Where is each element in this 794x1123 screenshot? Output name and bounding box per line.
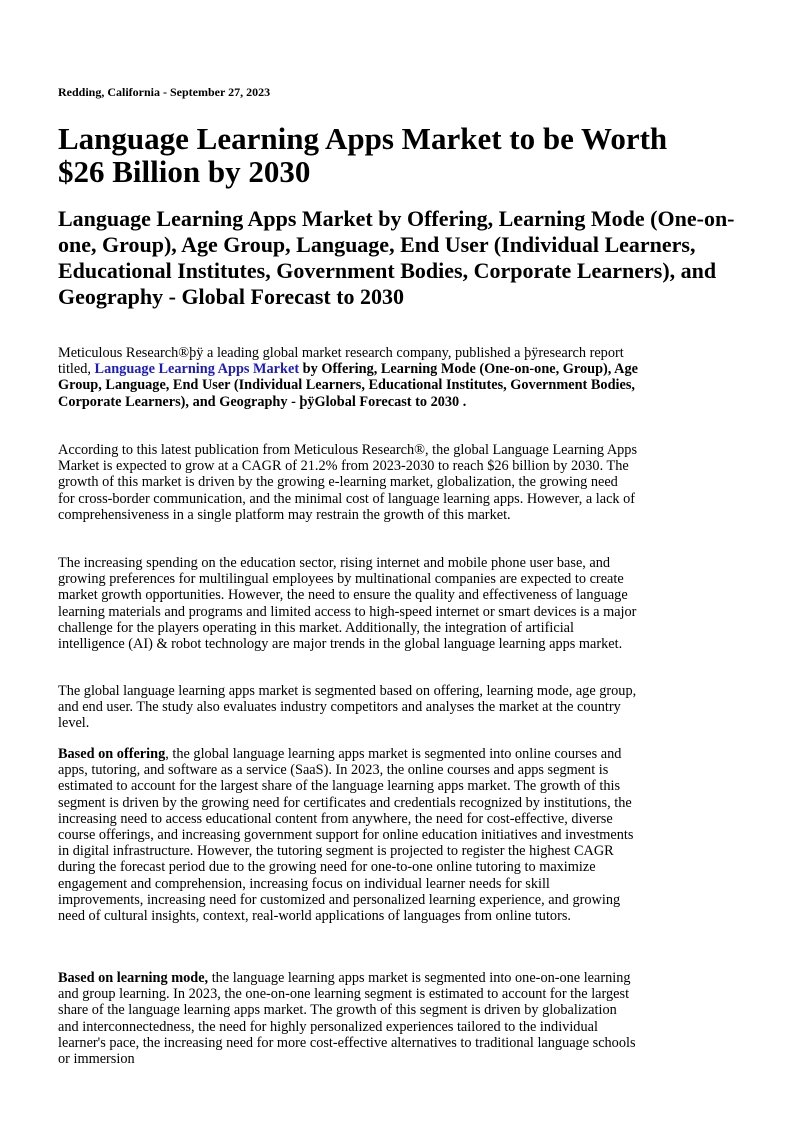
learning-mode-text: the language learning apps market is segmented into one-on-one learning and group learning. In 2023, the one-on-one learning segment is estimated to account for the largest share of the language learning apps market. The growth of this segment is driven by globalization and interconnectedness, the need for highly personalized experiences tailored to the individual learner's pace, the increasing need for more cost-effective alternatives to traditional language schools or immersion — [58, 970, 636, 1068]
paragraph-opportunities: The increasing spending on the education sector, rising internet and mobile phone user base, and growing preferences for multilingual employees by multinational companies are expected to create market growth opportunities. However, the need to ensure the quality and effectiveness of language learning materials and programs and limited access to high-speed internet or smart devices is a major challenge for the players operating in this market. Additionally, the integration of artificial intelligence (AI) & robot technology are major trends in the global language learning apps market. — [58, 555, 637, 653]
paragraph-offering — [58, 746, 638, 924]
learning-mode-lead: Based on learning mode, — [58, 970, 209, 986]
intro-report-title: by Offering, Learning Mode (One-on-one, Group), Age Group, Language, End User (Individual Learners, Educational Institutes, Government Bodies, Corporate Learners), and Geography - þÿGlobal Forecast to 2030 . — [58, 361, 638, 410]
paragraph-market-overview: According to this latest publication from Meticulous Research®, the global Language Learning Apps Market is expected to grow at a CAGR of 21.2% from 2023-2030 to reach $26 billion by 2030. The growth of this market is driven by the growing e-learning market, globalization, the growing need for cross-border communication, and the minimal cost of language learning apps. However, a lack of comprehensiveness in a single platform may restrain the growth of this market. — [58, 442, 638, 523]
offering-text: , the global language learning apps market is segmented into online courses and apps, tutoring, and software as a service (SaaS). In 2023, the online courses and apps segment is estimated to account for the largest share of the language learning apps market. The growth of this segment is driven by the growing need for certificates and credentials recognized by institutions, the increasing need to access educational content from anywhere, the need for cost-effective, diverse course offerings, and increasing government support for online education initiatives and investments in digital infrastructure. However, the tutoring segment is projected to register the highest CAGR during the forecast period due to the growing need for one-to-one online tutoring to maximize engagement and comprehension, increasing focus on individual learner needs for skill improvements, increasing need for customized and personalized learning experience, and growing need of cultural insights, context, real-world applications of languages from online tutors. — [58, 746, 634, 925]
paragraph-segmentation: The global language learning apps market is segmented based on offering, learning mode, age group, and end user. The study also evaluates industry competitors and analyses the market at the country level. — [58, 683, 637, 732]
offering-lead: Based on offering — [58, 746, 166, 762]
paragraph-learning-mode — [58, 970, 638, 1067]
page-title: Language Learning Apps Market to be Worth $26 Billion by 2030 — [58, 121, 668, 189]
intro-lead-text: Meticulous Research®þÿ a leading global market research company, published a þÿresearch report titled, — [58, 345, 624, 378]
intro-paragraph — [58, 345, 643, 410]
report-subtitle: Language Learning Apps Market by Offering, Learning Mode (One-on-one, Group), Age Group, Language, End User (Individual Learners, Educational Institutes, Government Bodies, Corporate Learners), and Geography - Global Forecast to 2030 — [58, 206, 735, 309]
report-link[interactable]: Language Learning Apps Market — [94, 361, 300, 378]
dateline: Redding, California - September 27, 2023 — [58, 85, 271, 99]
